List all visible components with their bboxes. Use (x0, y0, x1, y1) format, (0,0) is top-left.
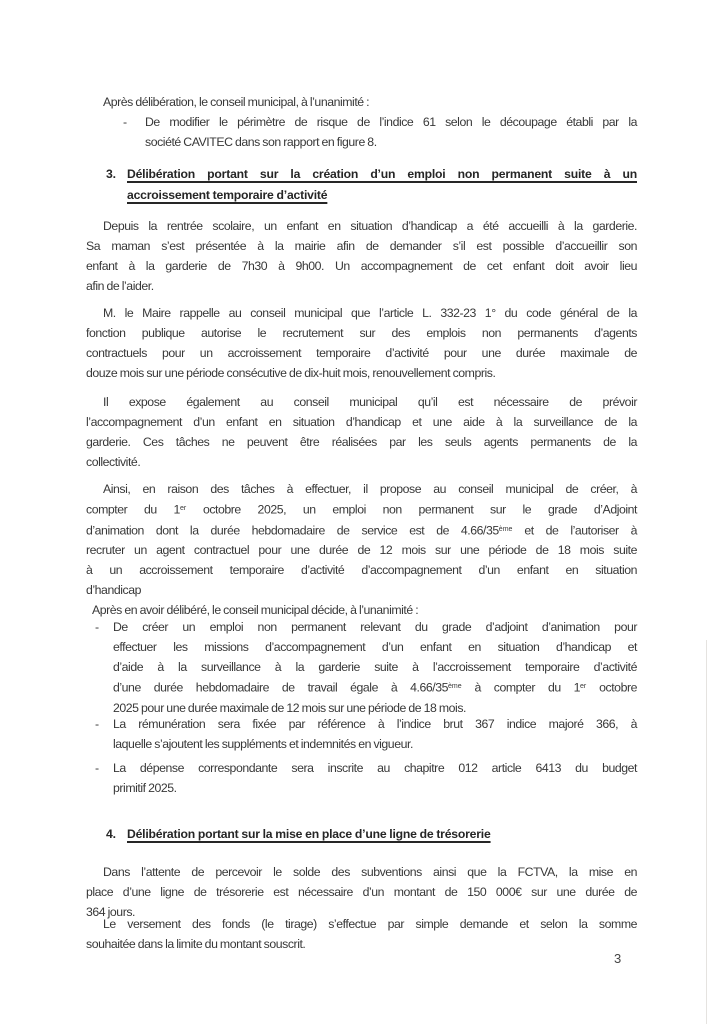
text-run: octobre 2025, un emploi non permanent sur le grade d’Adjoint (186, 502, 638, 517)
bullet-line (113, 677, 637, 698)
page-number: 3 (614, 951, 622, 966)
paragraph-line: à un accroissement temporaire d’activité d’accompagnement d’un enfant en situation (86, 563, 637, 577)
superscript-eme: ème (448, 683, 462, 690)
bullet-line: d’aide à la surveillance à la garderie suite à l’accroissement temporaire d’activité (113, 660, 637, 674)
paragraph-line: afin de l’aider. (86, 279, 154, 293)
paragraph-depuis (86, 216, 637, 296)
heading-line: Délibération portant sur la mise en place d’une ligne de trésorerie (127, 827, 491, 841)
paragraph-line: 364 jours. (86, 905, 136, 919)
bullet-line: primitif 2025. (113, 781, 177, 795)
text-run: d’une durée hebdomadaire de travail égale à 4.66/35 (113, 680, 448, 695)
paragraph-maire (86, 303, 637, 383)
bullet-item-creer (95, 617, 637, 718)
bullet-line: De modifier le périmètre de risque de l’indice 61 selon le découpage établi par la (145, 115, 637, 129)
intro-line: Après délibération, le conseil municipal, à l’unanimité : (103, 95, 370, 109)
heading-number: 3. (106, 167, 116, 181)
section-heading-4 (106, 824, 637, 845)
bullet-dash: - (123, 115, 127, 129)
paragraph-line: fonction publique autorise le recrutement sur des emplois non permanents d’agents (86, 326, 637, 340)
paragraph-line (86, 499, 637, 520)
text-run: compter du 1 (86, 502, 180, 517)
paragraph-line: collectivité. (86, 455, 141, 469)
bullet-line: La dépense correspondante sera inscrite au chapitre 012 article 6413 du budget (113, 761, 637, 775)
heading-line: Délibération portant sur la création d’un emploi non permanent suite à un (127, 167, 637, 181)
paragraph-line (86, 520, 637, 541)
bullet-line: De créer un emploi non permanent relevant du grade d’adjoint d’animation pour (113, 620, 637, 634)
paragraph-line: contractuels pour un accroissement temporaire d’activité pour une durée maximale de (86, 346, 637, 360)
bullet-line: laquelle s’ajoutent les suppléments et indemnités en vigueur. (113, 737, 413, 751)
paragraph-attente (86, 862, 637, 922)
paragraph-line: Il expose également au conseil municipal qu’il est nécessaire de prévoir (103, 395, 637, 409)
bullet-item-modifier (123, 112, 637, 152)
bullet-line: La rémunération sera fixée par référence à l’indice brut 367 indice majoré 366, à (113, 717, 637, 731)
paragraph-line: Le versement des fonds (le tirage) s’effectue par simple demande et selon la somme (103, 917, 637, 931)
scan-edge-line (706, 640, 707, 1024)
paragraph-line: Sa maman s’est présentée à la mairie afin de demander s’il est possible d’accueillir son (86, 239, 637, 253)
paragraph-versement (86, 914, 637, 954)
bullet-item-remuneration (95, 714, 637, 754)
superscript-er: er (179, 505, 187, 512)
bullet-line: effectuer les missions d’accompagnement d’un enfant en situation d’handicap et (113, 640, 637, 654)
paragraph-line: place d’une ligne de trésorerie est nécessaire d’un montant de 150 000€ sur une durée de (86, 885, 637, 899)
paragraph-line: douze mois sur une période consécutive de dix-huit mois, renouvellement compris. (86, 366, 496, 380)
paragraph-line: l’accompagnement d’un enfant en situation d’handicap et une aide à la surveillance de la (86, 415, 637, 429)
paragraph-expose (86, 392, 637, 472)
text-run: à compter du 1 (461, 680, 580, 695)
paragraph-line: garderie. Ces tâches ne peuvent être réalisées par les seuls agents permanents de la (86, 435, 637, 449)
paragraph-line: enfant à la garderie de 7h30 à 9h00. Un accompagnement de cet enfant doit avoir lieu (86, 259, 637, 273)
paragraph-line: Depuis la rentrée scolaire, un enfant en situation d’handicap a été accueilli à la garderie. (103, 219, 637, 233)
bullet-dash: - (95, 761, 99, 775)
bullet-line: 2025 pour une durée maximale de 12 mois sur une période de 18 mois. (113, 700, 466, 715)
superscript-eme: ème (498, 525, 513, 533)
heading-line: accroissement temporaire d’activité (127, 188, 328, 202)
heading-number: 4. (106, 827, 116, 841)
bullet-dash: - (95, 620, 99, 634)
decide-line: Après en avoir délibéré, le conseil municipal décide, à l’unanimité : (92, 603, 419, 617)
paragraph-line: Dans l’attente de percevoir le solde des subventions ainsi que la FCTVA, la mise en (103, 865, 637, 879)
paragraph-line: souhaitée dans la limite du montant souscrit. (86, 937, 306, 951)
text-run: et de l’autoriser à (512, 523, 638, 537)
bullet-dash: - (95, 717, 99, 731)
section-heading-3 (106, 164, 637, 206)
paragraph-line: M. le Maire rappelle au conseil municipal que l’article L. 332-23 1° du code général de la (103, 306, 637, 320)
paragraph-line: d’handicap (86, 583, 141, 597)
intro-paragraph (86, 92, 637, 112)
bullet-item-depense (95, 758, 637, 798)
superscript-er: er (580, 683, 587, 690)
text-run: d’animation dont la durée hebdomadaire de service est de 4.66/35 (86, 523, 499, 537)
paragraph-ainsi (86, 479, 637, 600)
text-run: octobre (586, 680, 637, 695)
paragraph-line: Ainsi, en raison des tâches à effectuer, il propose au conseil municipal de créer, à (103, 482, 637, 496)
paragraph-line: recruter un agent contractuel pour une durée de 12 mois sur une période de 18 mois suite (86, 543, 637, 557)
bullet-line: société CAVITEC dans son rapport en figure 8. (145, 135, 377, 149)
